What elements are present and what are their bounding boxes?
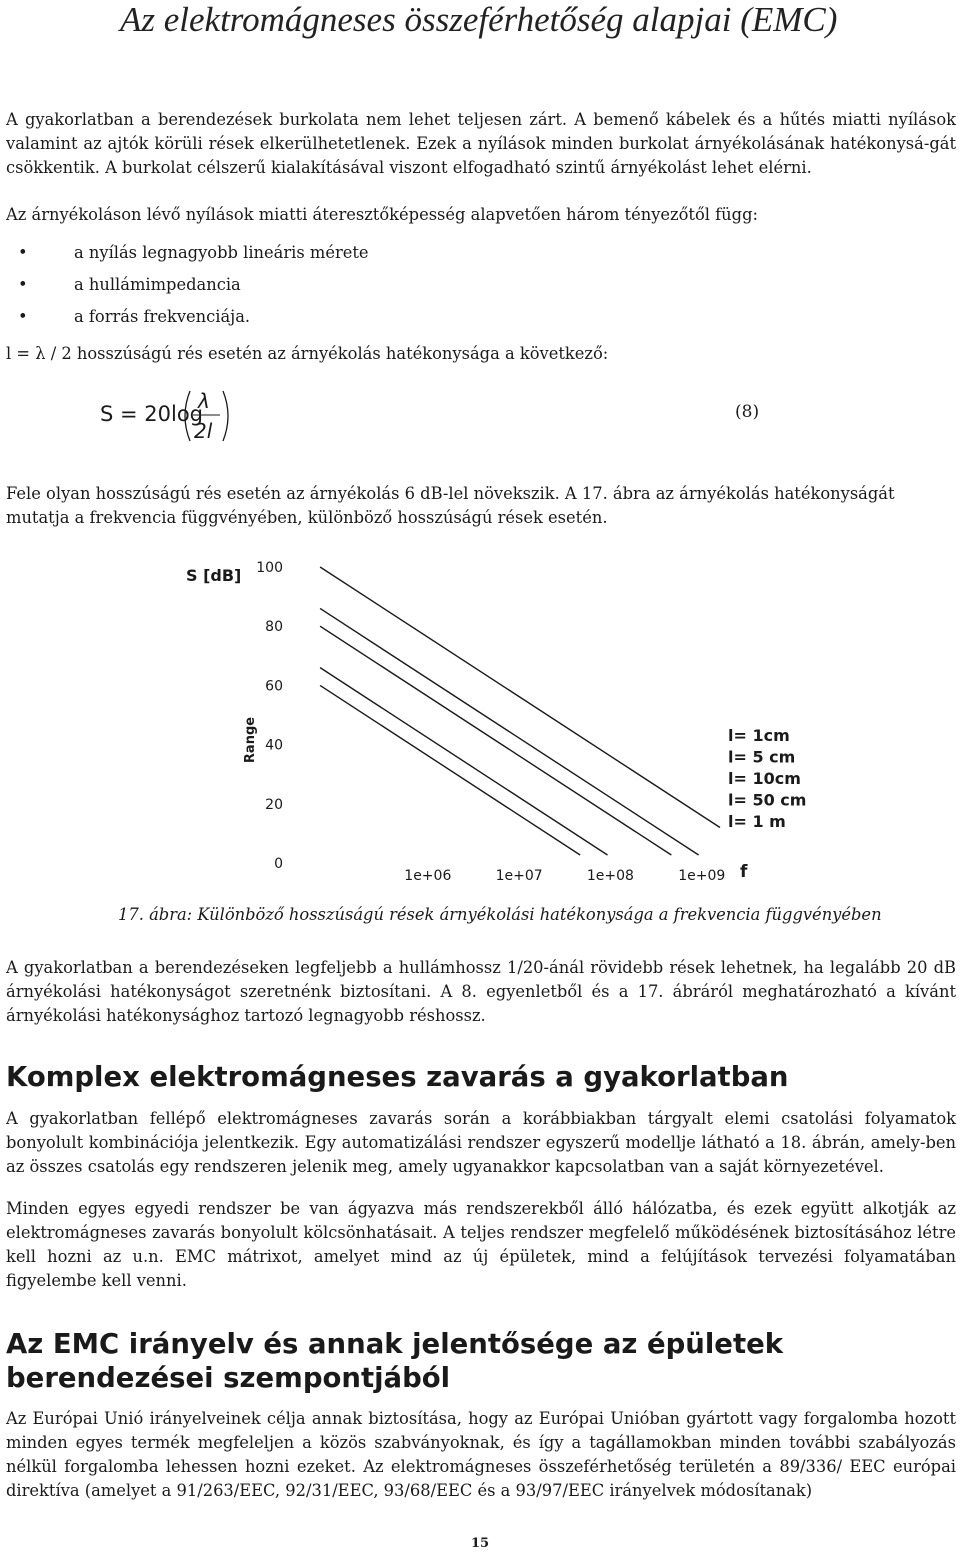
equation-numerator: λ xyxy=(198,389,210,413)
paragraph-complex-interference: A gyakorlatban fellépő elektromágneses zavarás során a korábbiakban tárgyalt elemi csatolási folyamatok bonyolult kombinációja jelentkezik. Egy automatizálási rendszer egyszerű modellje látható a 18. ábrán, amely-ben az összes csatolás egy rendszeren jelenik meg, amely ugyanakkor kapcsolatban van a saját környezetével. xyxy=(6,1109,956,1176)
list-item-text: a forrás frekvenciája. xyxy=(74,307,251,326)
list-item-text: a hullámimpedancia xyxy=(74,275,241,294)
equation-svg xyxy=(100,388,240,448)
equation-lhs: S = 20log xyxy=(100,402,204,426)
chart-legend xyxy=(728,726,806,831)
page-number: 15 xyxy=(470,1536,490,1551)
x-axis-label: f xyxy=(740,862,748,882)
chart-axes xyxy=(256,560,725,884)
list-item xyxy=(6,237,369,269)
legend-entry: l= 1 m xyxy=(728,812,786,831)
paragraph-figure-intro: Fele olyan hosszúságú rés esetén az árnyékolás 6 dB-lel növekszik. A 17. ábra az árnyékolás hatékonyságát mutatja a frekvencia függvényében, különböző hosszúságú rések esetén. xyxy=(6,484,895,527)
y-tick-label: 20 xyxy=(265,796,283,813)
series-line-2 xyxy=(320,608,699,855)
series-line-4 xyxy=(320,668,607,855)
legend-entry: l= 10cm xyxy=(728,769,801,788)
y-tick-label: 40 xyxy=(265,737,283,754)
paragraph-factors-intro: Az árnyékoláson lévő nyílások miatti áteresztőképesség alapvetően három tényezőtől függ: xyxy=(6,205,758,224)
chart-lines xyxy=(320,567,720,855)
heading-complex-interference: Komplex elektromágneses zavarás a gyakorlatban xyxy=(6,1061,789,1093)
legend-entry: l= 1cm xyxy=(728,726,790,745)
paragraph-eu-directive: Az Európai Unió irányelveinek célja annak biztosítása, hogy az Európai Unióban gyártott vagy forgalomba hozott minden egyes termék megfeleljen a közös szabványoknak, és így a tagállamokban minden további szabályozás nélkül forgalomba lehessen hozni ezeket. Az elektromágneses összeférhetőség területén a 89/336/ EEC európai direktíva (amelyet a 91/263/EEC, 92/31/EEC, 93/68/EEC és a 93/97/EEC irányelvek módosítanak) xyxy=(6,1409,956,1500)
heading-emc-directive: Az EMC irányelv és annak jelentősége az épületek berendezései szempontjából xyxy=(6,1328,784,1394)
legend-entry: l= 50 cm xyxy=(728,790,807,810)
paragraph-formula-intro: l = λ / 2 hosszúságú rés esetén az árnyékolás hatékonysága a következő: xyxy=(6,344,609,363)
list-item xyxy=(6,301,369,333)
chart-title: S [dB] xyxy=(186,566,242,585)
factor-list xyxy=(6,237,369,333)
y-tick-label: 80 xyxy=(265,619,283,636)
x-tick-label: 1e+09 xyxy=(678,868,726,884)
x-tick-label: 1e+06 xyxy=(404,868,452,884)
equation xyxy=(100,388,240,454)
paragraph-slot-limit: A gyakorlatban a berendezéseken legfeljebb a hullámhossz 1/20-ánál rövidebb rések lehetnek, ha legalább 20 dB árnyékolási hatékonyságot szeretnénk biztosítani. A 8. egyenletből és a 17. ábráról meghatározható a kívánt árnyékolási hatékonysághoz tartozó legnagyobb réshossz. xyxy=(6,958,956,1025)
y-tick-label: 0 xyxy=(274,856,283,872)
y-tick-label: 100 xyxy=(256,560,283,576)
equation-denominator: 2l xyxy=(194,419,213,443)
shielding-chart xyxy=(0,550,960,895)
series-line-1 xyxy=(320,567,720,827)
x-tick-label: 1e+08 xyxy=(586,868,634,884)
paragraph-openings: A gyakorlatban a berendezések burkolata nem lehet teljesen zárt. A bemenő kábelek és a hűtés miatti nyílások valamint az ajtók körüli rések elkerülhetetlenek. Ezek a nyílások minden burkolat árnyékolásának hatékonysá-gát csökkentik. A burkolat célszerű kialakításával viszont elfogadható szintű árnyékolást lehet elérni. xyxy=(6,110,956,177)
legend-entry: l= 5 cm xyxy=(728,747,796,767)
list-item-text: a nyílás legnagyobb lineáris mérete xyxy=(74,243,369,262)
list-item xyxy=(6,269,369,301)
equation-number: (8) xyxy=(735,402,760,422)
y-axis-label: Range xyxy=(243,716,258,764)
bullet-icon: • xyxy=(18,275,28,294)
y-tick-label: 60 xyxy=(265,678,283,695)
bullet-icon: • xyxy=(18,307,28,326)
figure-caption: 17. ábra: Különböző hosszúságú rések árnyékolási hatékonysága a frekvencia függvényében xyxy=(118,905,882,924)
x-tick-label: 1e+07 xyxy=(495,868,543,884)
paragraph-emc-matrix: Minden egyes egyedi rendszer be van ágyazva más rendszerekből álló hálózatba, és ezek együtt alkotják az elektromágneses zavarás bonyolult kölcsönhatásait. A teljes rendszer megfelelő működésének biztosításához létre kell hozni az u.n. EMC mátrixot, amelyet mind az új épületek, mind a felújítások tervezési folyamatában figyelembe kell venni. xyxy=(6,1199,956,1290)
right-paren-icon xyxy=(223,391,228,441)
page-header-title: Az elektromágneses összeférhetőség alapjai (EMC) xyxy=(120,0,838,39)
bullet-icon: • xyxy=(18,243,28,262)
series-line-3 xyxy=(320,626,671,855)
